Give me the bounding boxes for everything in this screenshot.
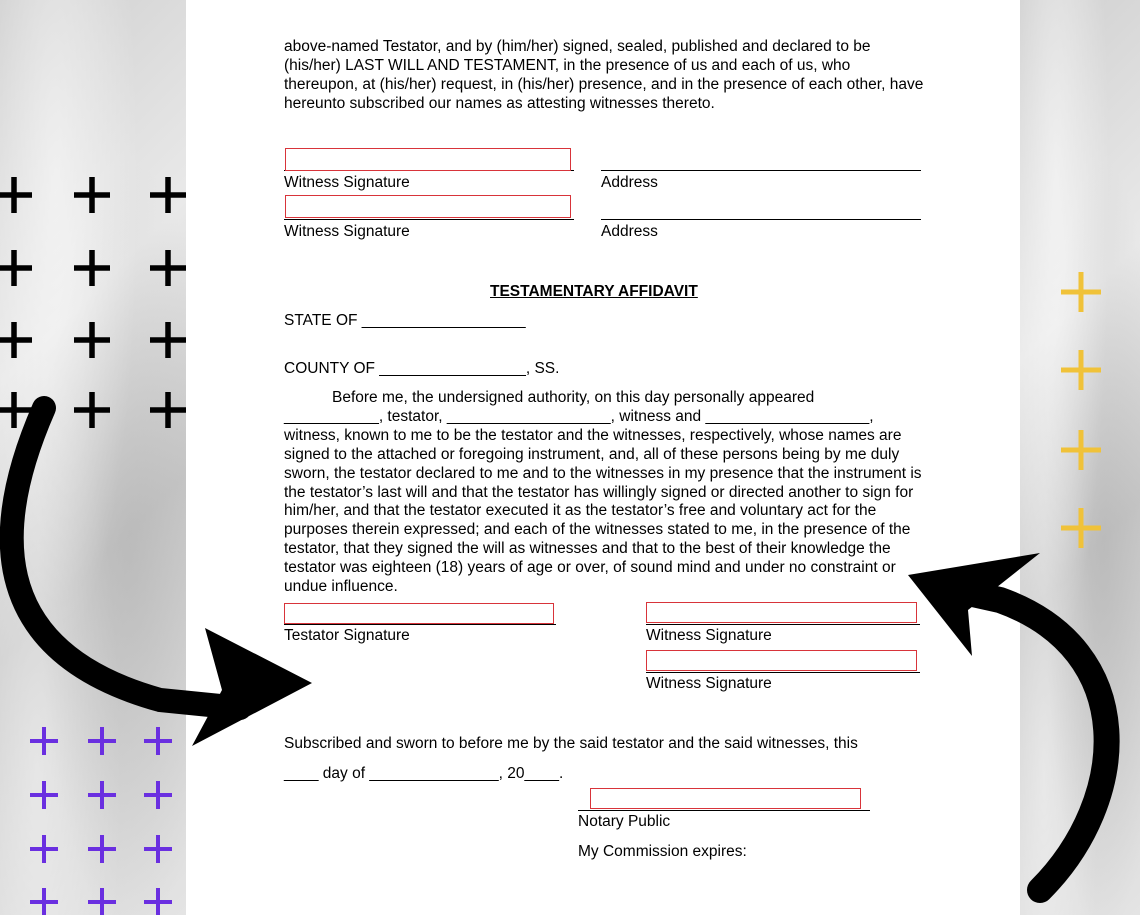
purple-cross-icon — [88, 727, 116, 755]
curved-arrow-left-icon — [12, 408, 312, 746]
black-cross-icon — [74, 392, 110, 428]
purple-cross-icon — [88, 781, 116, 809]
black-cross-icon-grid — [0, 177, 186, 428]
address-label-1: Address — [601, 174, 658, 191]
affidavit-witness-label-2: Witness Signature — [646, 675, 772, 692]
purple-cross-icon — [144, 835, 172, 863]
purple-cross-icon — [88, 835, 116, 863]
purple-cross-icon-grid — [30, 727, 172, 915]
intro-paragraph: above-named Testator, and by (him/her) signed, sealed, published and declared to be (his/her) LAST WILL AND TESTAMENT, in the presence of us and each of us, who thereupon, at (his/her) request, in (his/her) presence, and in the presence of each other, have hereunto subscribed our names as attesting witnesses thereto. — [284, 38, 924, 112]
purple-cross-icon — [30, 727, 58, 755]
affidavit-body: ___________, testator, ___________________, witness and ___________________, witness, known to me to be the testator and the witnesses, respectively, whose names are signed to the attached or foregoing instrument, and, all of these persons being by me duly sworn, the testator declared to me and to the witnesses in my presence that the instrument is the testator’s last will and that the testator has willingly signed or directed another to sign for him/her, and that the testator executed it as the testator’s free and voluntary act for the purposes therein expressed; and each of the witnesses stated to me, in the presence of the testator, that they signed the will as witnesses and that to the best of their knowledge the testator was eighteen (18) years of age or over, of sound mind and under no constraint or undue influence. — [284, 407, 922, 596]
gold-cross-icon-column — [1061, 272, 1101, 548]
notary-label: Notary Public — [578, 813, 671, 830]
purple-cross-icon — [30, 835, 58, 863]
purple-cross-icon — [88, 888, 116, 915]
black-cross-icon — [74, 250, 110, 286]
witness-signature-label-2: Witness Signature — [284, 223, 410, 240]
state-line: STATE OF ___________________ — [284, 312, 526, 329]
testator-signature-label: Testator Signature — [284, 627, 410, 644]
date-line: ____ day of _______________, 20____. — [284, 765, 564, 782]
purple-cross-icon — [144, 888, 172, 915]
subscribed-line: Subscribed and sworn to before me by the said testator and the said witnesses, this — [284, 735, 858, 752]
gold-cross-icon — [1061, 430, 1101, 470]
gold-cross-icon — [1061, 508, 1101, 548]
black-cross-icon — [0, 250, 32, 286]
purple-cross-icon — [144, 781, 172, 809]
affidavit-first-line: Before me, the undersigned authority, on this day personally appeared — [332, 389, 815, 406]
black-cross-icon — [150, 392, 186, 428]
affidavit-witness-label-1: Witness Signature — [646, 627, 772, 644]
purple-cross-icon — [30, 781, 58, 809]
black-cross-icon — [74, 177, 110, 213]
black-cross-icon — [150, 322, 186, 358]
address-label-2: Address — [601, 223, 658, 240]
affidavit-title: TESTAMENTARY AFFIDAVIT — [490, 283, 698, 300]
commission-label: My Commission expires: — [578, 843, 747, 860]
black-cross-icon — [0, 322, 32, 358]
witness-signature-label-1: Witness Signature — [284, 174, 410, 191]
black-cross-icon — [74, 322, 110, 358]
gold-cross-icon — [1061, 272, 1101, 312]
curved-arrow-right-icon — [908, 553, 1107, 890]
black-cross-icon — [150, 250, 186, 286]
black-cross-icon — [0, 177, 32, 213]
purple-cross-icon — [30, 888, 58, 915]
gold-cross-icon — [1061, 350, 1101, 390]
county-line: COUNTY OF _________________, SS. — [284, 360, 560, 377]
black-cross-icon — [150, 177, 186, 213]
purple-cross-icon — [144, 727, 172, 755]
